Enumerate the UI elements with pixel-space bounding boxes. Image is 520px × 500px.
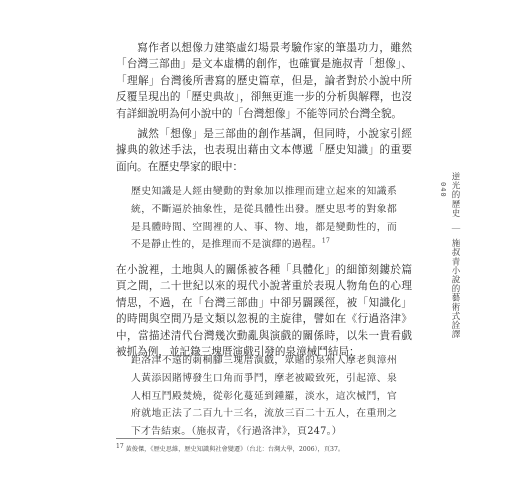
block-quote-1 <box>131 183 397 254</box>
footnote <box>116 442 412 454</box>
body-paragraph-3: 在小說裡，土地與人的關係被各種「具體化」的細節刻鏤於篇頁之間，二十世紀以來的現代小說著重於表現人物角色的心理情思，不過，在「台灣三部曲」中卻另闢蹊徑，被「知識化」的時間與空間乃是文類以忽視的主旋律，譬如在《行過洛津》中，當描述清代台灣幾次動亂與演戲的關係時，以朱一貴看戲被抓為例，並記錄三塊厝演戲引發的泉漳械鬥結局： <box>116 264 412 359</box>
body-paragraph-1-block <box>116 40 412 122</box>
body-paragraph-3-block <box>116 262 412 360</box>
block-quote-2: 距洛津不遠的莿桐腳三塊厝演戲，眾賭的泉州人摩老與漳州人黃添因賭博發生口角而爭鬥，摩老被毆致死，引起漳、泉人相互鬥殿焚燒，從彰化蔓延到鍾羅，淡水，這次械鬥，官府就地正法了二百九十三名，流放三百二十五人，在重刑之下才告結束。（施叔青，《行過洛津》，頁247。） <box>131 355 397 438</box>
footnote-ref-17: 17 <box>321 238 331 246</box>
footnote-number: 17 <box>116 442 124 450</box>
body-paragraph-2: 誠然「想像」是三部曲的創作基調，但同時，小說家引經據典的敘述手法，也表現出藉由文本傳遞「歷史知識」的重要面向。在歷史學家的眼中： <box>116 128 412 173</box>
body-paragraph-2-block <box>116 126 412 175</box>
book-subtitle: 施叔青小說的藝術式詮譯 <box>450 238 460 339</box>
footnote-text: 黃俊傑，《歷史思維，歷史知識與社會變遷》（台北：台灣大學，2006），頁37。 <box>125 446 345 453</box>
footnote-divider <box>116 438 200 439</box>
running-head <box>439 172 461 339</box>
book-title: 逆光的歷史 <box>450 172 460 218</box>
body-paragraph-1: 寫作者以想像力建築虛幻場景考驗作家的筆墨功力，雖然「台灣三部曲」是文本虛構的創作，也確實是施叔青「想像」、「理解」台灣後所書寫的歷史篇章，但是，論者對於小說中所反覆呈現出的「歷史典故」，卻無更進一步的分析與解釋，也沒有詳細說明為何小說中的「台灣想像」不能等同於台灣全貌。 <box>116 42 412 120</box>
page-number: 040 <box>439 182 447 198</box>
block-quote-1-text: 歷史知識是人經由變動的對象加以推理而建立起來的知識系統，不斷逼於抽象性，是從具體性出發。歷史思考的對象都是具體時間、空間裡的人、事、物、地，都是變動性的，而不是靜止性的，是推理而不是演繹的過程。 <box>131 186 397 251</box>
running-head-separator: ｜ <box>450 223 460 233</box>
